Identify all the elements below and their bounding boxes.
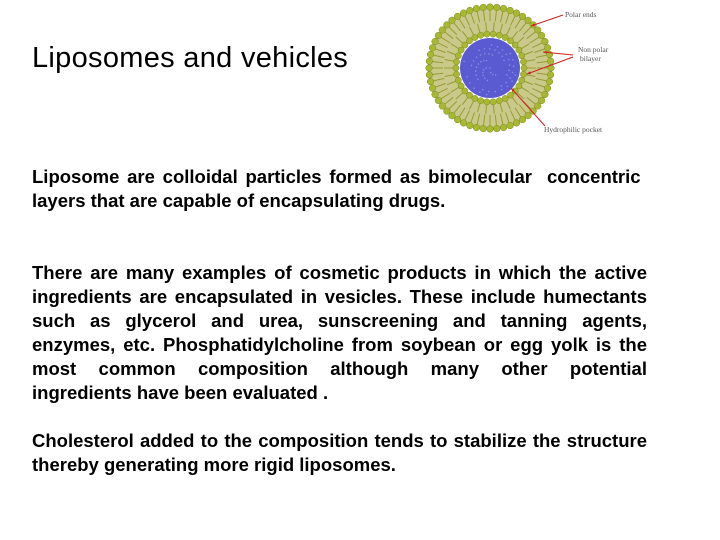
paragraph-liposome-definition-tail: concentric (547, 166, 641, 187)
liposome-structure (426, 4, 555, 133)
paragraph-cosmetic-examples: There are many examples of cosmetic products in which the active ingredients are encapsulated in vesicles. These include humectants such as glycerol and urea, sunscreening and tanning agents, enzymes, etc. Phosphatidylcholine from soybean or egg yolk is the most common composition although many other potential ingredients have been evaluated . (32, 262, 647, 403)
paragraph-cholesterol: Cholesterol added to the composition tends to stabilize the structure thereby generating more rigid liposomes. (32, 430, 647, 475)
paragraph-liposome-definition: Liposome are colloidal particles formed as bimolecular layers that are capable of encapsulating drugs. (32, 166, 532, 211)
polar-ends-label: Polar ends (565, 10, 597, 19)
non-polar-label-line2: bilayer (580, 54, 601, 63)
hydrophilic-pocket-label: Hydrophilic pocket (544, 125, 603, 134)
liposome-diagram (425, 0, 655, 140)
non-polar-label-line1: Non polar (578, 45, 609, 54)
slide-title: Liposomes and vehicles (32, 42, 349, 74)
